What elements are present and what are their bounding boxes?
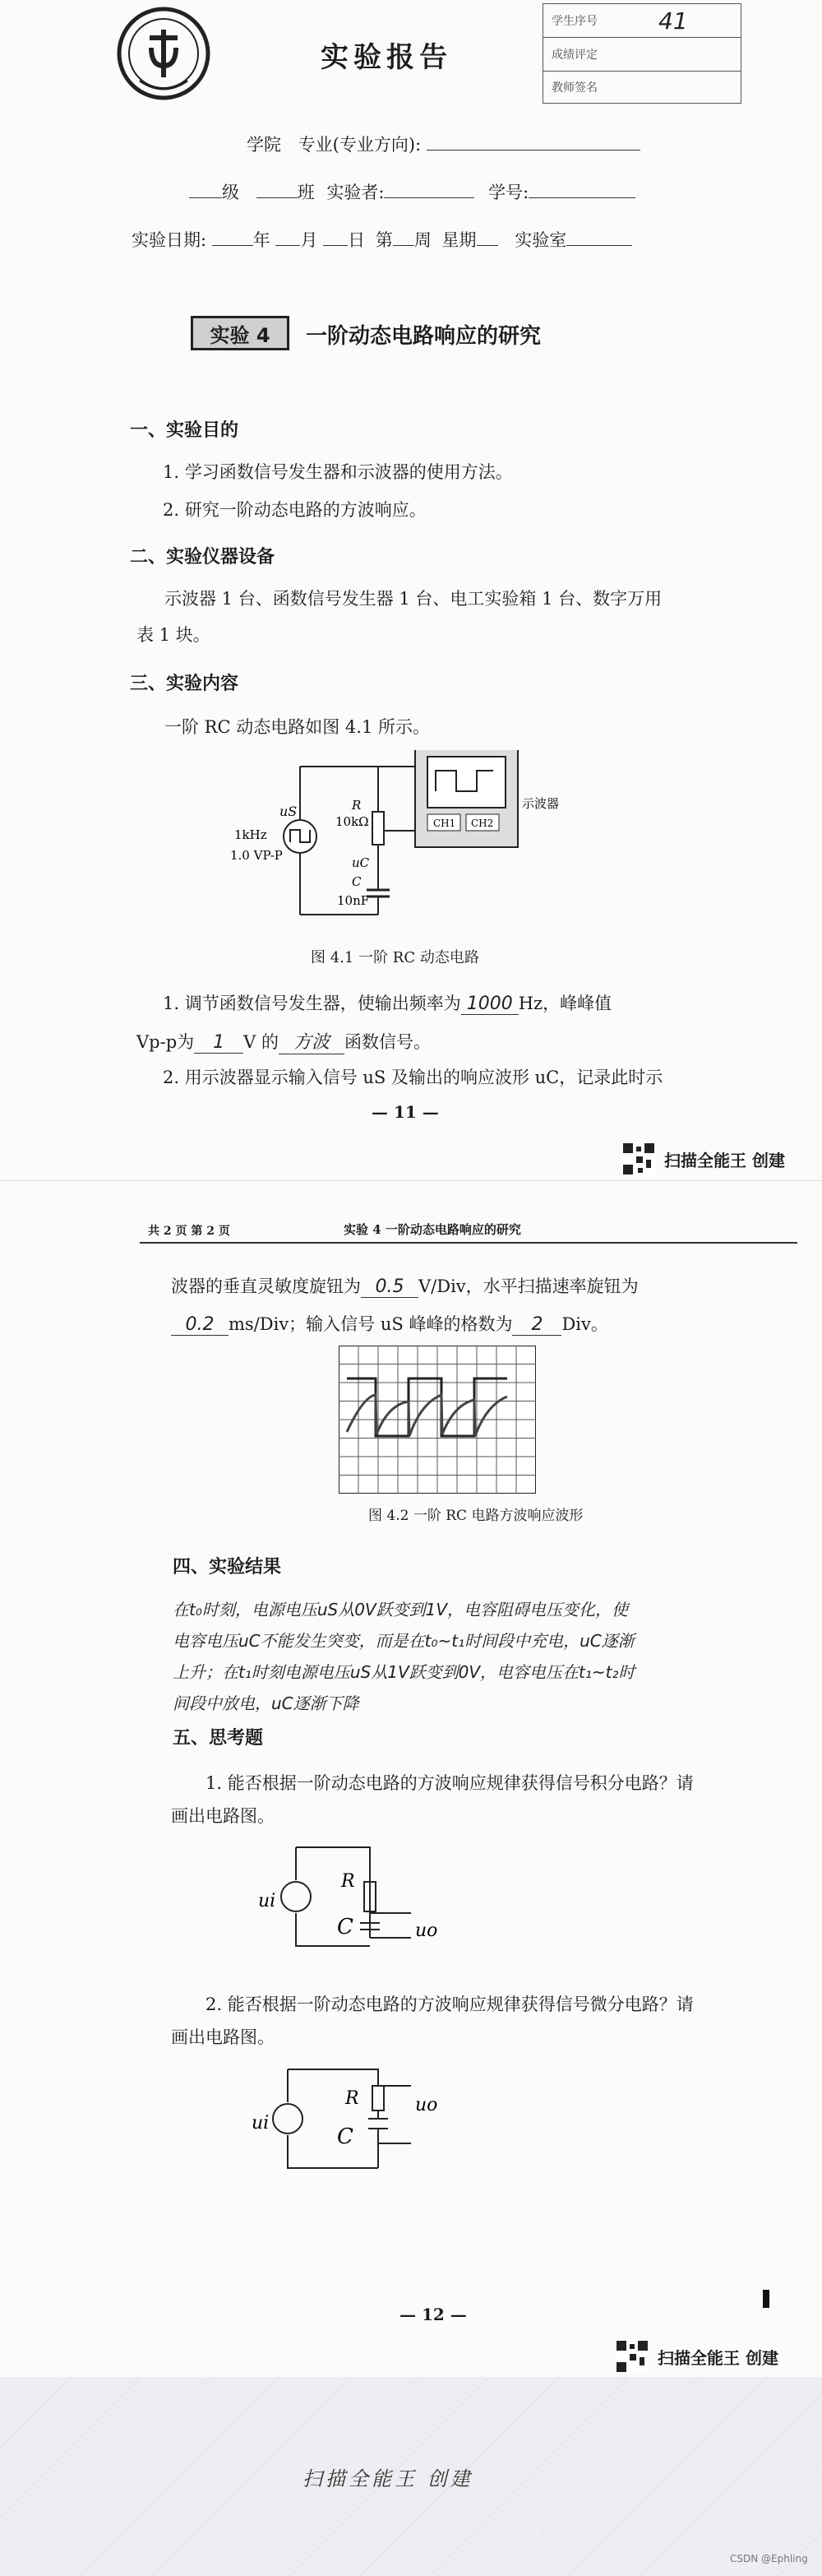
resistor-symbol bbox=[372, 812, 384, 845]
freq-label: 1kHz bbox=[234, 827, 267, 842]
results-line: 上升；在t₁时刻电源电压uS从1V跃变到0V，电容电压在t₁~t₂时 bbox=[173, 1662, 635, 1682]
source-label: uS bbox=[279, 804, 298, 819]
step-2-line: 2. 用示波器显示输入信号 uS 及输出的响应波形 uC，记录此时示 bbox=[163, 1068, 663, 1087]
report-title: 实验报告 bbox=[321, 41, 452, 74]
ui-label: ui bbox=[252, 2113, 270, 2134]
college-label: 学院 bbox=[247, 135, 281, 155]
footer-banner bbox=[0, 2377, 822, 2576]
student-number-value: 41 bbox=[658, 7, 688, 35]
capacitor-symbol bbox=[367, 890, 390, 897]
form-row-college bbox=[247, 132, 640, 156]
step-1-line bbox=[163, 990, 787, 1015]
week-label: 周 bbox=[413, 230, 432, 250]
purpose-item: 1. 学习函数信号发生器和示波器的使用方法。 bbox=[163, 462, 513, 482]
amp-label: 1.0 VP-P bbox=[230, 848, 283, 863]
form-row-date bbox=[132, 227, 632, 252]
info-label: 成绩评定 bbox=[552, 49, 598, 62]
sweep-rate-value: 0.2 bbox=[171, 1314, 229, 1336]
major-label: 专业(专业方向): bbox=[298, 135, 422, 155]
scope-label: 示波器 bbox=[522, 796, 560, 811]
page-number: — 12 — bbox=[399, 2305, 467, 2324]
ch2-label: CH2 bbox=[471, 818, 494, 829]
section-questions-title: 五、思考题 bbox=[173, 1728, 264, 1749]
weekday-label: 星期 bbox=[441, 230, 477, 250]
c-value: 10nF bbox=[337, 893, 370, 908]
equipment-text-cont: 表 1 块。 bbox=[136, 625, 210, 645]
r-label: R bbox=[341, 1871, 355, 1892]
r-label: R bbox=[352, 798, 362, 813]
scope-settings-text: 波器的垂直灵敏度旋钮为 bbox=[171, 1276, 361, 1296]
question-1-cont: 画出电路图。 bbox=[171, 1806, 275, 1826]
ui-label: ui bbox=[258, 1891, 276, 1911]
grade-label: 级 bbox=[222, 183, 239, 202]
results-line: 在t₀时刻，电源电压uS从0V跃变到1V，电容阻碍电压变化，使 bbox=[173, 1600, 629, 1619]
section-purpose-title: 一、实验目的 bbox=[130, 420, 239, 441]
c-label: C bbox=[337, 2124, 353, 2149]
step-1-text-b: Hz，峰峰值 bbox=[518, 994, 612, 1013]
day-label: 日 bbox=[348, 230, 366, 250]
differentiator-circuit-sketch bbox=[247, 2053, 493, 2185]
frequency-value: 1000 bbox=[461, 994, 519, 1015]
info-box bbox=[543, 3, 741, 104]
ch1-label: CH1 bbox=[433, 818, 456, 829]
report-page-2 bbox=[0, 1180, 822, 2378]
footer-credit: CSDN @Ephling bbox=[730, 2553, 808, 2564]
question-2-cont: 画出电路图。 bbox=[171, 2027, 275, 2047]
section-results-title: 四、实验结果 bbox=[173, 1557, 282, 1578]
step-1-text: 1. 调节函数信号发生器，使输出频率为 bbox=[163, 994, 461, 1013]
question-2: 2. 能否根据一阶动态电路的方波响应规律获得信号微分电路？请 bbox=[206, 1995, 694, 2014]
section-content-title: 三、实验内容 bbox=[130, 674, 239, 694]
info-label: 教师签名 bbox=[552, 81, 598, 95]
scan-watermark bbox=[615, 2339, 778, 2374]
scope-settings-text-d: Div。 bbox=[561, 1314, 608, 1334]
edge-mark bbox=[763, 2290, 769, 2308]
step-1-vpp-label: Vp-p为 bbox=[136, 1032, 195, 1052]
integrator-circuit-sketch bbox=[247, 1831, 493, 1962]
figure-4-2-caption: 图 4.2 一阶 RC 电路方波响应波形 bbox=[368, 1508, 584, 1524]
rc-circuit-diagram bbox=[230, 750, 608, 939]
experimenter-label: 实验者: bbox=[326, 183, 385, 202]
student-id-label: 学号: bbox=[488, 183, 529, 202]
section-equipment-title: 二、实验仪器设备 bbox=[130, 547, 275, 568]
question-1: 1. 能否根据一阶动态电路的方波响应规律获得信号积分电路？请 bbox=[206, 1773, 694, 1793]
month-label: 月 bbox=[300, 230, 318, 250]
class-label: 班 bbox=[297, 183, 315, 202]
page-header-left: 共 2 页 第 2 页 bbox=[148, 1225, 230, 1238]
equipment-text: 示波器 1 台、函数信号发生器 1 台、电工实验箱 1 台、数字万用 bbox=[164, 589, 663, 609]
scope-settings-text-c: ms/Div；输入信号 uS 峰峰的格数为 bbox=[229, 1314, 513, 1334]
waveform-type-value: 方波 bbox=[279, 1028, 344, 1054]
date-label: 实验日期: bbox=[132, 230, 207, 250]
uc-label: uC bbox=[352, 855, 370, 870]
step-1-text-d: V 的 bbox=[243, 1032, 279, 1052]
scan-mark-text: 扫描全能王 创建 bbox=[664, 1150, 785, 1170]
report-page-1 bbox=[0, 0, 822, 1180]
page-number: — 11 — bbox=[372, 1102, 439, 1122]
step-1-text-e: 函数信号。 bbox=[344, 1032, 431, 1052]
qr-code-icon bbox=[615, 2339, 649, 2374]
uo-label: uo bbox=[415, 1920, 438, 1941]
step-1-line-2 bbox=[136, 1028, 761, 1054]
r-label: R bbox=[345, 2088, 359, 2109]
experiment-tag: 实验 4 bbox=[191, 316, 289, 350]
footer-scan-text: 扫描全能王 创建 bbox=[302, 2467, 473, 2490]
c-label: C bbox=[352, 874, 362, 889]
scan-mark-text: 扫描全能王 创建 bbox=[658, 2347, 778, 2368]
year-label: 年 bbox=[252, 230, 270, 250]
scan-watermark bbox=[621, 1142, 785, 1176]
content-intro: 一阶 RC 动态电路如图 4.1 所示。 bbox=[164, 717, 430, 737]
scope-settings-line-1 bbox=[171, 1273, 796, 1298]
scope-settings-text-b: V/Div，水平扫描速率旋钮为 bbox=[418, 1276, 639, 1296]
c-label: C bbox=[337, 1915, 353, 1939]
lab-label: 实验室 bbox=[515, 230, 567, 250]
vertical-sensitivity-value: 0.5 bbox=[361, 1276, 418, 1298]
uo-label: uo bbox=[415, 2095, 438, 2115]
scope-settings-line-2 bbox=[171, 1311, 796, 1336]
figure-4-1-caption: 图 4.1 一阶 RC 动态电路 bbox=[311, 949, 479, 966]
qr-code-icon bbox=[621, 1142, 656, 1176]
info-label: 学生序号 bbox=[552, 15, 598, 28]
waveform-grid-figure bbox=[339, 1346, 536, 1494]
week-prefix: 第 bbox=[375, 230, 393, 250]
results-handwritten bbox=[173, 1594, 635, 1719]
input-div-value: 2 bbox=[512, 1314, 561, 1336]
experiment-title: 一阶动态电路响应的研究 bbox=[306, 324, 542, 349]
results-line: 间段中放电，uC逐渐下降 bbox=[173, 1693, 359, 1713]
form-row-class bbox=[189, 179, 635, 204]
results-line: 电容电压uC不能发生突变，而是在t₀~t₁时间段中充电，uC逐渐 bbox=[173, 1631, 635, 1651]
university-seal-logo bbox=[115, 5, 212, 102]
purpose-item: 2. 研究一阶动态电路的方波响应。 bbox=[163, 500, 427, 520]
vpp-value: 1 bbox=[194, 1032, 243, 1054]
r-value: 10kΩ bbox=[335, 814, 369, 829]
page-header-center: 实验 4 一阶动态电路响应的研究 bbox=[344, 1222, 521, 1237]
